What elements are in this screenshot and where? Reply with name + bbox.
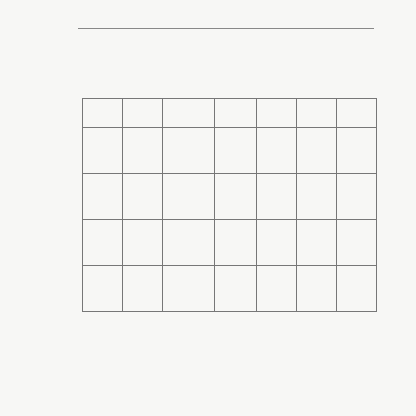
table-row	[83, 266, 377, 312]
table-cell	[163, 174, 215, 220]
table-cell	[257, 266, 297, 312]
table-header-row	[83, 99, 377, 128]
table-cell	[297, 220, 337, 266]
project-license-table	[82, 98, 377, 312]
table-cell	[297, 174, 337, 220]
table-cell	[257, 128, 297, 174]
column-header	[163, 99, 215, 128]
column-header	[257, 99, 297, 128]
table-cell	[123, 266, 163, 312]
table-cell	[215, 174, 257, 220]
table-row	[83, 128, 377, 174]
table-cell	[163, 128, 215, 174]
table-cell	[337, 220, 377, 266]
table-cell	[123, 220, 163, 266]
table-cell	[215, 266, 257, 312]
table-cell	[123, 128, 163, 174]
table-cell	[297, 128, 337, 174]
table-cell	[297, 266, 337, 312]
column-header	[83, 99, 123, 128]
running-header	[78, 20, 374, 27]
column-header	[215, 99, 257, 128]
table-cell	[215, 128, 257, 174]
table-cell	[83, 128, 123, 174]
table-cell	[337, 128, 377, 174]
table-cell	[83, 174, 123, 220]
column-header	[123, 99, 163, 128]
table-cell	[215, 220, 257, 266]
page-number	[190, 360, 226, 368]
table-cell	[123, 174, 163, 220]
table-cell	[83, 266, 123, 312]
header-rule	[78, 28, 374, 29]
table-cell	[257, 220, 297, 266]
table-row	[83, 174, 377, 220]
table-row	[83, 220, 377, 266]
table-cell	[83, 220, 123, 266]
table-cell	[257, 174, 297, 220]
column-header	[297, 99, 337, 128]
table-cell	[337, 174, 377, 220]
body-paragraph	[88, 68, 368, 77]
table-cell	[163, 266, 215, 312]
table-cell	[163, 220, 215, 266]
column-header	[337, 99, 377, 128]
table-cell	[337, 266, 377, 312]
table-caption	[96, 88, 360, 97]
